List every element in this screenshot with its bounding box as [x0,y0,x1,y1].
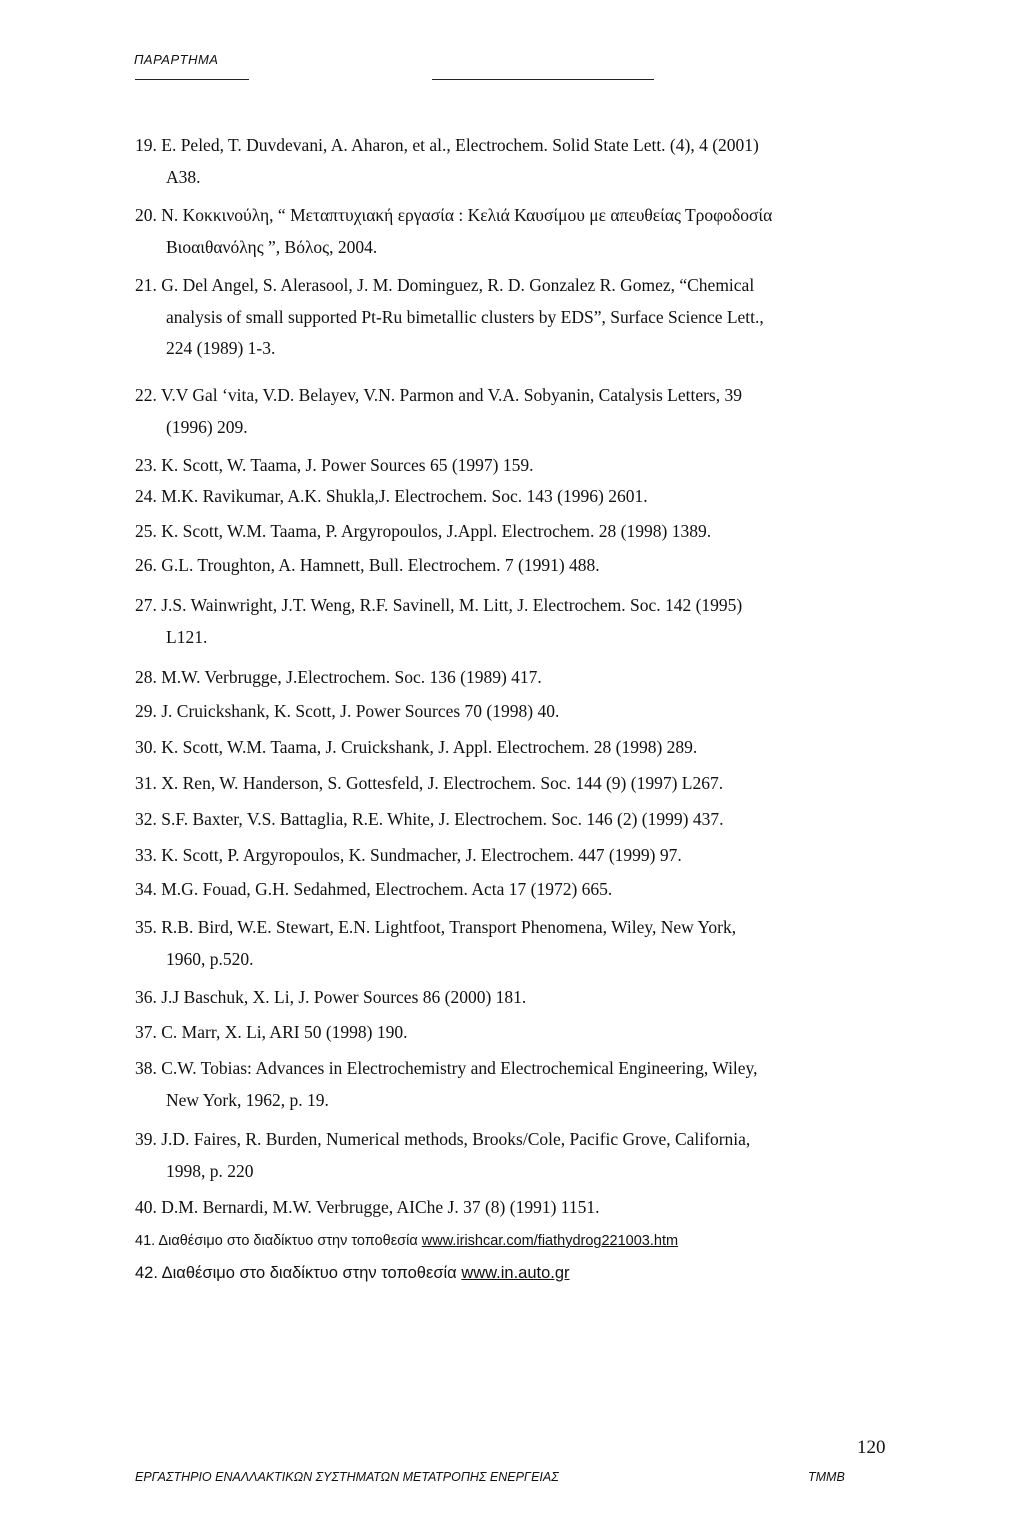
reference-text: C. Marr, X. Li, ARI 50 (1998) 190. [161,1022,408,1042]
reference-number: 31. [135,773,157,793]
reference-text: E. Peled, T. Duvdevani, A. Aharon, et al., Electrochem. Solid State Lett. (4), 4 (2001) [161,135,759,155]
reference-number: 22. [135,385,157,405]
reference-text: V.V Gal ‘vita, V.D. Belayev, V.N. Parmon and V.A. Sobyanin, Catalysis Letters, 39 [160,385,742,405]
reference-number: 23. [135,455,157,475]
header-rule-left [135,79,249,80]
reference-text-continued: L121. [166,626,208,647]
reference-21 [135,270,895,365]
reference-25 [135,516,895,548]
reference-31 [135,768,895,800]
reference-41 [135,1226,895,1258]
reference-number: 28. [135,667,157,687]
reference-37 [135,1017,895,1049]
reference-number: 35. [135,917,157,937]
reference-number: 42. [135,1264,158,1282]
reference-text-continued: (1996) 209. [166,416,248,437]
reference-text: G. Del Angel, S. Alerasool, J. M. Dominguez, R. D. Gonzalez R. Gomez, “Chemical [161,275,755,295]
reference-number: 19. [135,135,157,155]
footer-department: ΤΜΜΒ [808,1470,845,1484]
reference-22 [135,380,895,443]
page-number: 120 [857,1437,886,1458]
reference-number: 33. [135,845,157,865]
reference-text: M.K. Ravikumar, A.K. Shukla,J. Electrochem. Soc. 143 (1996) 2601. [161,486,648,506]
reference-text: C.W. Tobias: Advances in Electrochemistry and Electrochemical Engineering, Wiley, [161,1058,758,1078]
page-header-title: ΠΑΡΑΡΤΗΜΑ [134,52,219,67]
reference-40 [135,1192,895,1224]
reference-number: 27. [135,595,157,615]
reference-26 [135,550,895,582]
reference-number: 37. [135,1022,157,1042]
reference-35 [135,912,895,975]
reference-text: G.L. Troughton, A. Hamnett, Bull. Electrochem. 7 (1991) 488. [161,555,600,575]
reference-text: J.J Baschuk, X. Li, J. Power Sources 86 (2000) 181. [161,987,527,1007]
reference-text: J. Cruickshank, K. Scott, J. Power Sources 70 (1998) 40. [161,701,560,721]
reference-number: 26. [135,555,157,575]
reference-number: 29. [135,701,157,721]
reference-33 [135,840,895,872]
reference-text-continued: 224 (1989) 1-3. [166,338,276,358]
reference-24 [135,481,895,513]
reference-text: K. Scott, W.M. Taama, J. Cruickshank, J. Appl. Electrochem. 28 (1998) 289. [161,737,698,757]
reference-number: 25. [135,521,157,541]
reference-link[interactable]: www.irishcar.com/fiathydrog221003.htm [421,1233,679,1249]
reference-text: D.M. Bernardi, M.W. Verbrugge, AIChe J. 37 (8) (1991) 1151. [161,1197,600,1217]
reference-number: 40. [135,1197,157,1217]
reference-number: 34. [135,879,157,899]
reference-text: R.B. Bird, W.E. Stewart, E.N. Lightfoot, Transport Phenomena, Wiley, New York, [161,917,737,937]
reference-text-continued: 1998, p. 220 [166,1160,254,1181]
reference-text: K. Scott, W. Taama, J. Power Sources 65 (1997) 159. [161,455,534,475]
reference-42 [135,1258,895,1290]
reference-text: X. Ren, W. Handerson, S. Gottesfeld, J. Electrochem. Soc. 144 (9) (1997) L267. [161,773,724,793]
reference-number: 39. [135,1129,157,1149]
reference-36 [135,982,895,1014]
reference-text: M.G. Fouad, G.H. Sedahmed, Electrochem. Acta 17 (1972) 665. [161,879,613,899]
reference-38 [135,1053,895,1116]
reference-19 [135,130,895,193]
reference-number: 41. [135,1233,156,1249]
reference-text: S.F. Baxter, V.S. Battaglia, R.E. White, J. Electrochem. Soc. 146 (2) (1999) 437. [161,809,724,829]
reference-text: N. Κοκκινούλη, “ Μεταπτυχιακή εργασία : Κελιά Καυσίμου με απευθείας Τροφοδοσία [161,205,773,225]
reference-link[interactable]: www.in.auto.gr [461,1264,570,1282]
reference-32 [135,804,895,836]
reference-number: 38. [135,1058,157,1078]
footer-lab-name: ΕΡΓΑΣΤΗΡΙΟ ΕΝΑΛΛΑΚΤΙΚΩΝ ΣΥΣΤΗΜΑΤΩΝ ΜΕΤΑΤΡΟΠΗΣ ΕΝΕΡΓΕΙΑΣ [135,1470,559,1484]
reference-text: Διαθέσιμο στο διαδίκτυο στην τοποθεσία [161,1264,457,1282]
reference-34 [135,874,895,906]
reference-number: 30. [135,737,157,757]
reference-text-continued: analysis of small supported Pt-Ru bimetallic clusters by EDS”, Surface Science Lett., [166,306,764,327]
header-rule-right [432,79,654,80]
reference-number: 20. [135,205,157,225]
reference-text: K. Scott, P. Argyropoulos, K. Sundmacher, J. Electrochem. 447 (1999) 97. [161,845,682,865]
reference-text: J.S. Wainwright, J.T. Weng, R.F. Savinell, M. Litt, J. Electrochem. Soc. 142 (1995) [161,595,743,615]
reference-text-continued: A38. [166,166,201,187]
reference-number: 36. [135,987,157,1007]
reference-29 [135,696,895,728]
reference-number: 24. [135,486,157,506]
reference-text-continued: New York, 1962, p. 19. [166,1089,329,1110]
reference-text-continued: Βιοαιθανόλης ”, Βόλος, 2004. [166,236,378,257]
reference-30 [135,732,895,764]
reference-20 [135,200,895,263]
reference-text: J.D. Faires, R. Burden, Numerical methods, Brooks/Cole, Pacific Grove, California, [161,1129,751,1149]
reference-number: 21. [135,275,157,295]
reference-text-continued: 1960, p.520. [166,948,254,969]
reference-number: 32. [135,809,157,829]
reference-text: M.W. Verbrugge, J.Electrochem. Soc. 136 (1989) 417. [161,667,542,687]
reference-text: K. Scott, W.M. Taama, P. Argyropoulos, J.Appl. Electrochem. 28 (1998) 1389. [161,521,712,541]
reference-28 [135,662,895,694]
reference-text: Διαθέσιμο στο διαδίκτυο στην τοποθεσία [158,1233,418,1249]
reference-23 [135,450,895,482]
reference-39 [135,1124,895,1187]
reference-27 [135,590,895,653]
